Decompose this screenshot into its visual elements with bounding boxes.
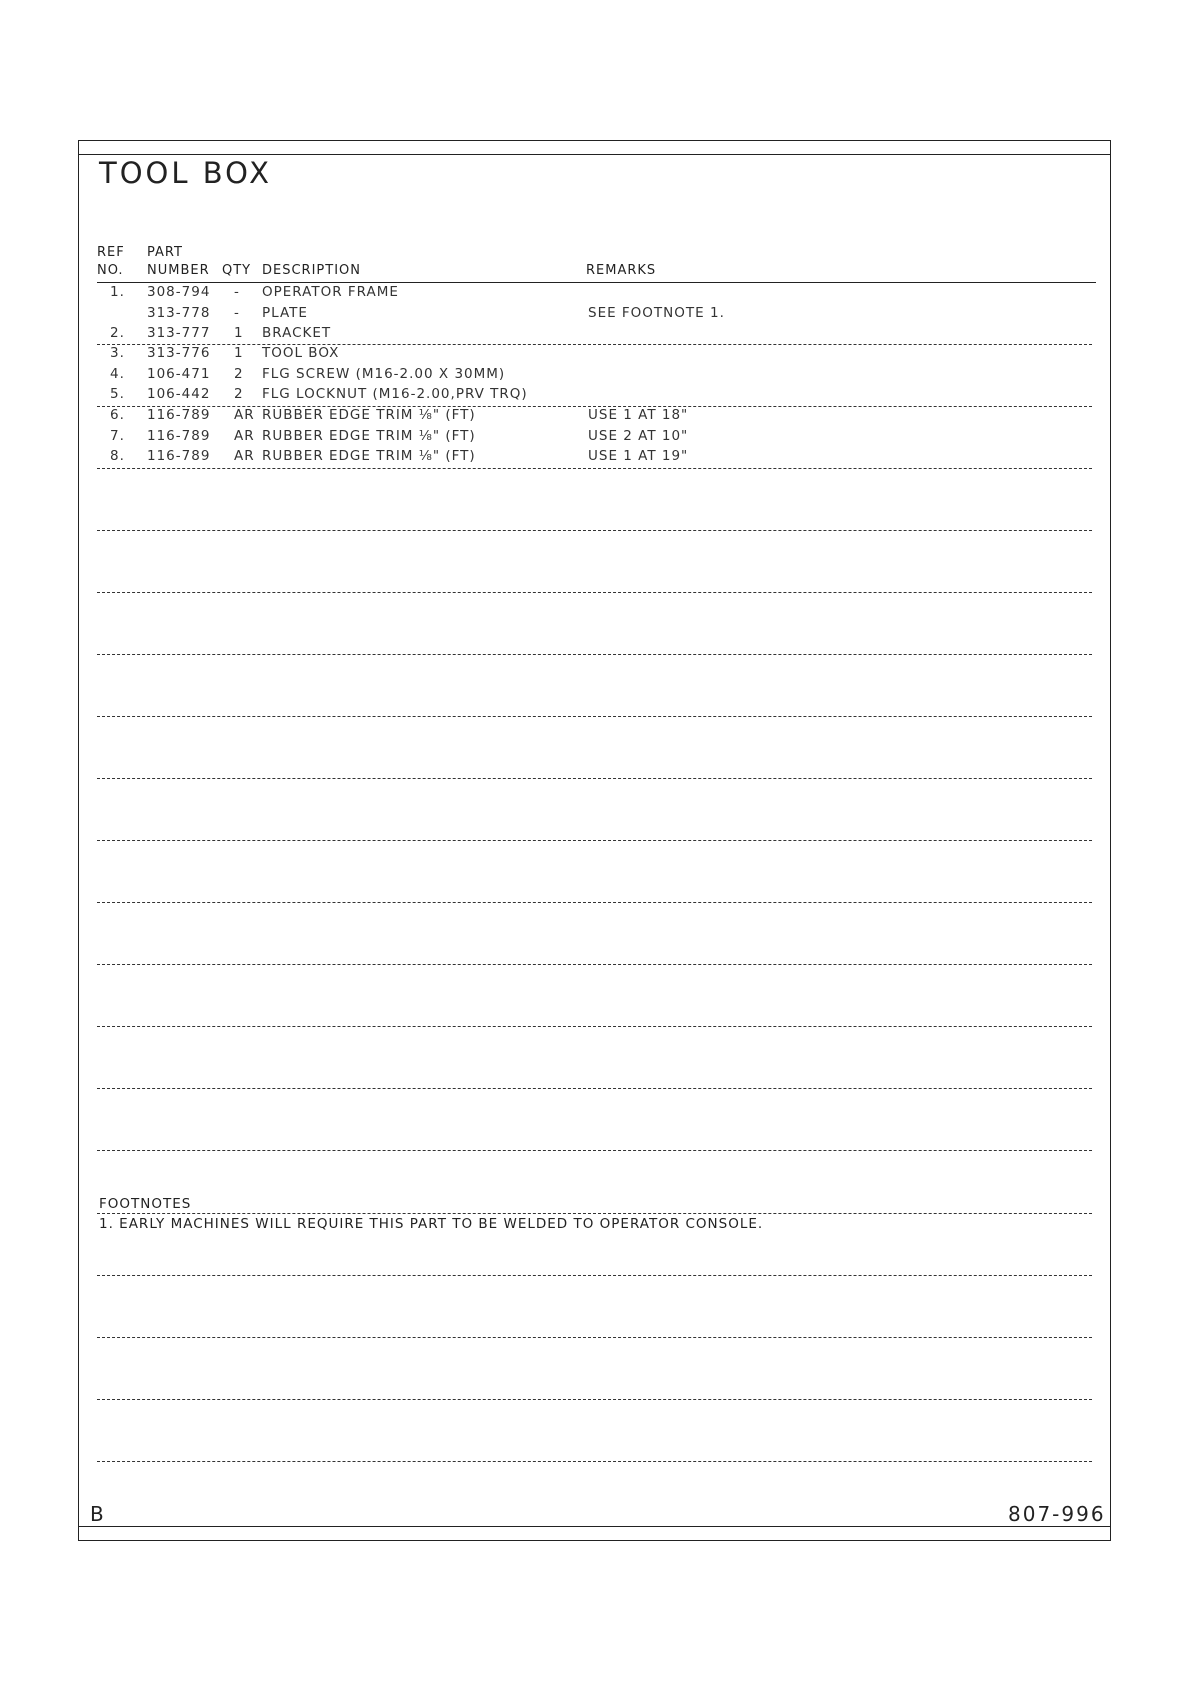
dashed-line xyxy=(97,840,1092,841)
dashed-line xyxy=(97,1213,1092,1214)
row-qty: 1 xyxy=(234,325,244,341)
row-ref: 4. xyxy=(110,366,125,382)
row-qty: - xyxy=(234,305,240,321)
row-part-number: 313-778 xyxy=(147,305,211,321)
header-remarks: REMARKS xyxy=(586,263,657,278)
row-qty: 1 xyxy=(234,345,244,361)
header-ref-line2: NO. xyxy=(97,263,124,278)
row-part-number: 308-794 xyxy=(147,284,211,300)
row-ref: 3. xyxy=(110,345,125,361)
row-ref: 6. xyxy=(110,407,125,423)
row-qty: AR xyxy=(234,448,255,464)
dashed-line xyxy=(97,1337,1092,1338)
row-description: FLG LOCKNUT (M16-2.00,PRV TRQ) xyxy=(262,386,528,402)
row-part-number: 313-777 xyxy=(147,325,211,341)
dashed-line xyxy=(97,592,1092,593)
row-description: RUBBER EDGE TRIM ⅛" (FT) xyxy=(262,448,476,464)
revision-letter: B xyxy=(90,1502,104,1526)
footnote-item: 1. EARLY MACHINES WILL REQUIRE THIS PART TO BE WELDED TO OPERATOR CONSOLE. xyxy=(99,1216,764,1232)
dashed-line xyxy=(97,468,1092,469)
footnotes-heading: FOOTNOTES xyxy=(99,1196,192,1212)
row-part-number: 313-776 xyxy=(147,345,211,361)
dashed-line xyxy=(97,1461,1092,1462)
row-qty: 2 xyxy=(234,386,244,402)
row-ref: 1. xyxy=(110,284,125,300)
header-ref-line1: REF xyxy=(97,245,125,260)
page-title: TOOL BOX xyxy=(99,156,272,190)
row-remarks: USE 1 AT 18" xyxy=(588,407,689,423)
row-ref: 5. xyxy=(110,386,125,402)
row-qty: AR xyxy=(234,428,255,444)
header-qty: QTY xyxy=(222,263,252,278)
header-part-line1: PART xyxy=(147,245,183,260)
row-description: PLATE xyxy=(262,305,308,321)
dashed-line xyxy=(97,654,1092,655)
row-part-number: 116-789 xyxy=(147,428,211,444)
row-ref: 7. xyxy=(110,428,125,444)
row-part-number: 106-442 xyxy=(147,386,211,402)
row-description: FLG SCREW (M16-2.00 X 30MM) xyxy=(262,366,506,382)
dashed-line xyxy=(97,344,1092,345)
row-qty: - xyxy=(234,284,240,300)
row-description: TOOL BOX xyxy=(262,345,340,361)
dashed-line xyxy=(97,1026,1092,1027)
row-remarks: USE 1 AT 19" xyxy=(588,448,689,464)
dashed-line xyxy=(97,1399,1092,1400)
row-description: OPERATOR FRAME xyxy=(262,284,399,300)
header-part-line2: NUMBER xyxy=(147,263,210,278)
dashed-line xyxy=(97,964,1092,965)
dashed-line xyxy=(97,1150,1092,1151)
header-description: DESCRIPTION xyxy=(262,263,361,278)
row-ref: 8. xyxy=(110,448,125,464)
dashed-line xyxy=(97,406,1092,407)
row-qty: AR xyxy=(234,407,255,423)
row-part-number: 106-471 xyxy=(147,366,211,382)
row-qty: 2 xyxy=(234,366,244,382)
dashed-line xyxy=(97,1088,1092,1089)
dashed-line xyxy=(97,902,1092,903)
row-ref: 2. xyxy=(110,325,125,341)
dashed-line xyxy=(97,778,1092,779)
dashed-line xyxy=(97,530,1092,531)
row-description: BRACKET xyxy=(262,325,332,341)
page-number: 807-996 xyxy=(1008,1502,1106,1526)
row-part-number: 116-789 xyxy=(147,407,211,423)
header-rule xyxy=(97,282,1096,283)
row-description: RUBBER EDGE TRIM ⅛" (FT) xyxy=(262,407,476,423)
dashed-line xyxy=(97,716,1092,717)
row-description: RUBBER EDGE TRIM ⅛" (FT) xyxy=(262,428,476,444)
row-part-number: 116-789 xyxy=(147,448,211,464)
row-remarks: USE 2 AT 10" xyxy=(588,428,689,444)
dashed-line xyxy=(97,1275,1092,1276)
row-remarks: SEE FOOTNOTE 1. xyxy=(588,305,725,321)
